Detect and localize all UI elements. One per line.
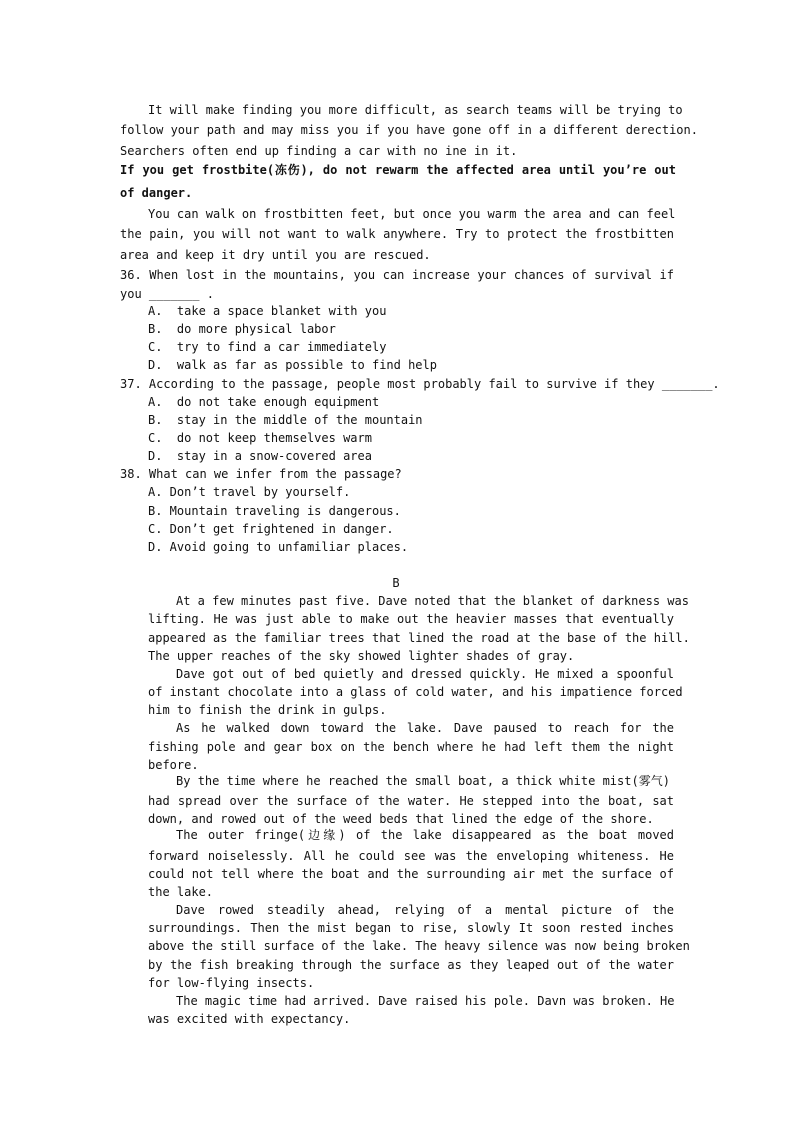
passage-b-line: by the fish breaking through the surface as they leaped out of the water (148, 958, 674, 972)
passage-b-line: forward noiselessly. All he could see was the enveloping whiteness. He (148, 849, 674, 863)
question-38-stem: 38. What can we infer from the passage? (120, 467, 402, 481)
passage-b-line: At a few minutes past five. Dave noted that the blanket of darkness was (176, 594, 689, 608)
passage-b-line: could not tell where the boat and the surrounding air met the surface of (148, 867, 674, 881)
passage-b-line: Dave rowed steadily ahead, relying of a mental picture of the (176, 903, 674, 917)
section-b-label: B (392, 576, 400, 590)
question-36-option-d: D. walk as far as possible to find help (148, 358, 437, 372)
question-36-option-a: A. take a space blanket with you (148, 304, 387, 318)
passage-a-line: area and keep it dry until you are rescued. (120, 248, 431, 262)
passage-b-line: fishing pole and gear box on the bench where he had left them the night (148, 740, 674, 754)
question-38-option-c: C. Don’t get frightened in danger. (148, 522, 394, 536)
passage-a-line: follow your path and may miss you if you have gone off in a different derection. (120, 123, 698, 137)
question-37-option-a: A. do not take enough equipment (148, 395, 380, 409)
question-37-option-c: C. do not keep themselves warm (148, 431, 372, 445)
passage-b-line: had spread over the surface of the water. He stepped into the boat, sat (148, 794, 674, 808)
passage-b-line: As he walked down toward the lake. Dave paused to reach for the (176, 721, 674, 735)
passage-a-line: It will make finding you more difficult, as search teams will be trying to (148, 103, 683, 117)
passage-b-line: the lake. (148, 885, 214, 899)
passage-b-line: him to finish the drink in gulps. (148, 703, 387, 717)
passage-b-line: The magic time had arrived. Dave raised his pole. Davn was broken. He (176, 994, 675, 1008)
passage-b-line: for low-flying insects. (148, 976, 315, 990)
passage-b-line: of instant chocolate into a glass of cold water, and his impatience forced (148, 685, 683, 699)
question-38-option-d: D. Avoid going to unfamiliar places. (148, 540, 409, 554)
passage-a-line: You can walk on frostbitten feet, but once you warm the area and can feel (148, 207, 676, 221)
question-37-option-b: B. stay in the middle of the mountain (148, 413, 423, 427)
question-36-stem: you _______ . (120, 287, 214, 301)
passage-b-line: before. (148, 758, 199, 772)
frostbite-heading: If you get frostbite(冻伤), do not rewarm the affected area until you’re out (120, 163, 676, 177)
passage-b-line: down, and rowed out of the weed beds that lined the edge of the shore. (148, 812, 654, 826)
passage-b-line: Dave got out of bed quietly and dressed quickly. He mixed a spoonful (176, 667, 674, 681)
passage-a-line: the pain, you will not want to walk anywhere. Try to protect the frostbitten (120, 227, 674, 241)
question-37-option-d: D. stay in a snow-covered area (148, 449, 372, 463)
passage-b-line: The outer fringe(边缘) of the lake disappeared as the boat moved (176, 828, 674, 842)
passage-b-line: appeared as the familiar trees that lined the road at the base of the hill. (148, 631, 690, 645)
passage-b-line: was excited with expectancy. (148, 1012, 351, 1026)
question-38-option-a: A. Don’t travel by yourself. (148, 485, 351, 499)
question-36-option-b: B. do more physical labor (148, 322, 336, 336)
passage-b-line: above the still surface of the lake. The heavy silence was now being broken (148, 939, 690, 953)
frostbite-heading: of danger. (120, 186, 193, 200)
question-36-option-c: C. try to find a car immediately (148, 340, 387, 354)
passage-a-line: Searchers often end up finding a car with no ine in it. (120, 144, 518, 158)
passage-b-line: The upper reaches of the sky showed lighter shades of gray. (148, 649, 575, 663)
passage-b-line: lifting. He was just able to make out the heavier masses that eventually (148, 612, 674, 626)
question-36-stem: 36. When lost in the mountains, you can increase your chances of survival if (120, 268, 674, 282)
question-38-option-b: B. Mountain traveling is dangerous. (148, 504, 401, 518)
passage-b-line: surroundings. Then the mist began to rise, slowly It soon rested inches (148, 921, 674, 935)
question-37-stem: 37. According to the passage, people most probably fail to survive if they _______. (120, 377, 720, 391)
passage-b-line: By the time where he reached the small boat, a thick white mist(雾气) (176, 774, 670, 788)
